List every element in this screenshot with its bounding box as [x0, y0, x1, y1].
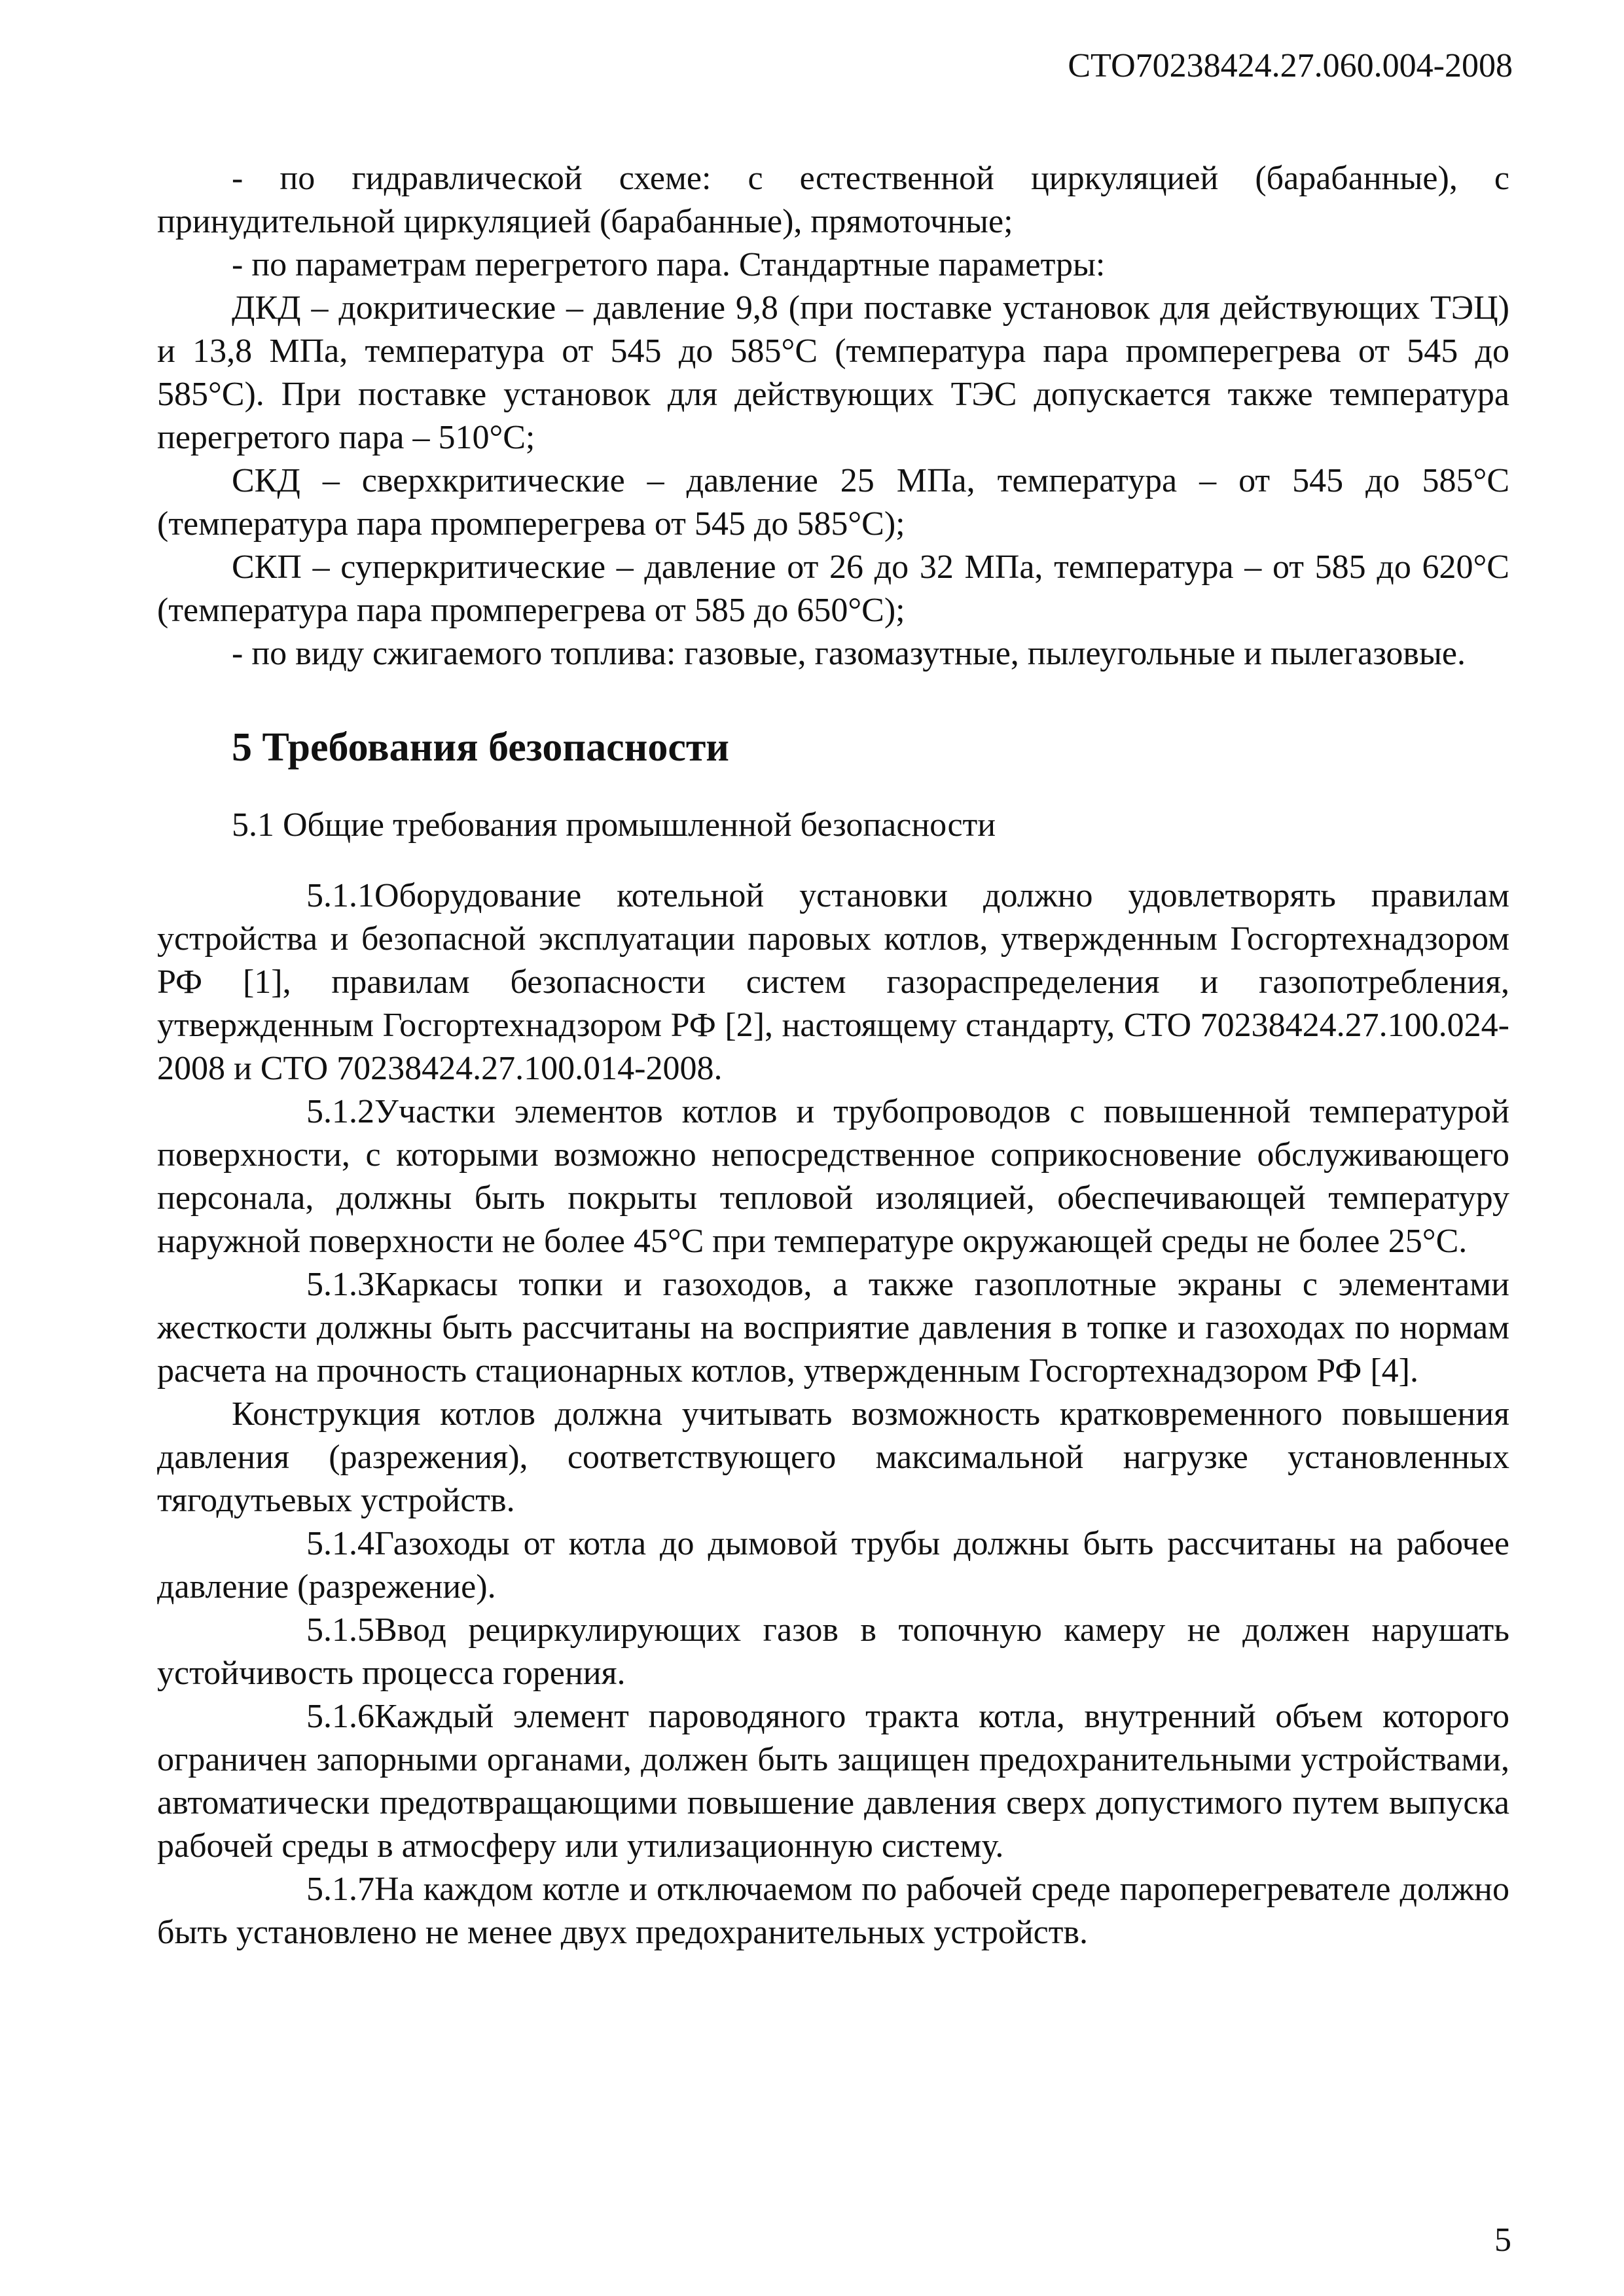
intro-paragraph-3: ДКД – докритические – давление 9,8 (при поставке установок для действующих ТЭЦ) и 13,8 МПа, температура от 545 до 585°С (температура пара промперегрева от 545 до 585°С). При поставке установок для действующих ТЭС допускается также температура перегретого пара – 510°С;	[157, 289, 1509, 456]
clause-text: На каждом котле и отключаемом по рабочей среде пароперегревателе должно быть установлено не менее двух предохранительных устройств.	[157, 1871, 1509, 1951]
clause-number: 5.1.7	[306, 1871, 374, 1908]
clause-text: Газоходы от котла до дымовой трубы должны быть рассчитаны на рабочее давление (разрежение).	[157, 1525, 1509, 1605]
clause-paragraph	[157, 1263, 1509, 1393]
clause-number: 5.1.2	[306, 1093, 374, 1130]
intro-paragraph-4: СКД – сверхкритические – давление 25 МПа, температура – от 545 до 585°С (температура пара промперегрева от 545 до 585°С);	[157, 462, 1509, 543]
clause-number: 5.1.1	[306, 877, 374, 914]
clause-paragraph	[157, 874, 1509, 1090]
clause-number: 5.1.6	[306, 1698, 374, 1735]
subsection-title: 5.1 Общие требования промышленной безопасности	[232, 806, 996, 844]
intro-paragraph-6: - по виду сжигаемого топлива: газовые, газомазутные, пылеугольные и пылегазовые.	[232, 635, 1466, 672]
clause-paragraph	[157, 1695, 1509, 1868]
clause-text: Участки элементов котлов и трубопроводов с повышенной температурой поверхности, с которыми возможно непосредственное соприкосновение обслуживающего персонала, должны быть покрыты тепловой изоляцией, обеспечивающей температуру наружной поверхности не более 45°С при температуре окружающей среды не более 25°С.	[157, 1093, 1509, 1260]
clause-number: 5.1.4	[306, 1525, 374, 1562]
page-number: 5	[1494, 2221, 1511, 2259]
intro-paragraph-5: СКП – суперкритические – давление от 26 до 32 МПа, температура – от 585 до 620°С (температура пара промперегрева от 585 до 650°С);	[157, 548, 1509, 629]
clause-text: Ввод рециркулирующих газов в топочную камеру не должен нарушать устойчивость процесса горения.	[157, 1611, 1509, 1692]
clause-number: 5.1.3	[306, 1266, 374, 1303]
intro-paragraph-2: - по параметрам перегретого пара. Стандартные параметры:	[232, 246, 1106, 283]
clause-number: 5.1.5	[306, 1611, 374, 1649]
section-title: 5 Требования безопасности	[232, 725, 730, 770]
clause-paragraph	[157, 1609, 1509, 1695]
document-code-header: СТО70238424.27.060.004-2008	[1068, 47, 1513, 84]
clause-paragraph	[157, 1868, 1509, 1954]
clause-text: Каждый элемент пароводяного тракта котла, внутренний объем которого ограничен запорными органами, должен быть защищен предохранительными устройствами, автоматически предотвращающими повышение давления сверх допустимого путем выпуска рабочей среды в атмосферу или утилизационную систему.	[157, 1698, 1509, 1865]
clause-continuation-paragraph	[157, 1393, 1509, 1522]
document-body	[157, 157, 1509, 1954]
clause-text: Конструкция котлов должна учитывать возможность кратковременного повышения давления (разрежения), соответствующего максимальной нагрузке установленных тягодутьевых устройств.	[157, 1395, 1509, 1519]
clause-paragraph	[157, 1522, 1509, 1609]
intro-paragraph-1: - по гидравлической схеме: с естественной циркуляцией (барабанные), с принудительной циркуляцией (барабанные), прямоточные;	[157, 160, 1509, 240]
clause-text: Каркасы топки и газоходов, а также газоплотные экраны с элементами жесткости должны быть рассчитаны на восприятие давления в топке и газоходах по нормам расчета на прочность стационарных котлов, утвержденным Госгортехнадзором РФ [4].	[157, 1266, 1509, 1390]
clause-paragraph	[157, 1090, 1509, 1263]
clause-text: Оборудование котельной установки должно удовлетворять правилам устройства и безопасной эксплуатации паровых котлов, утвержденным Госгортехнадзором РФ [1], правилам безопасности систем газораспределения и газопотребления, утвержденным Госгортехнадзором РФ [2], настоящему стандарту, СТО 70238424.27.100.024-2008 и СТО 70238424.27.100.014-2008.	[157, 877, 1509, 1087]
